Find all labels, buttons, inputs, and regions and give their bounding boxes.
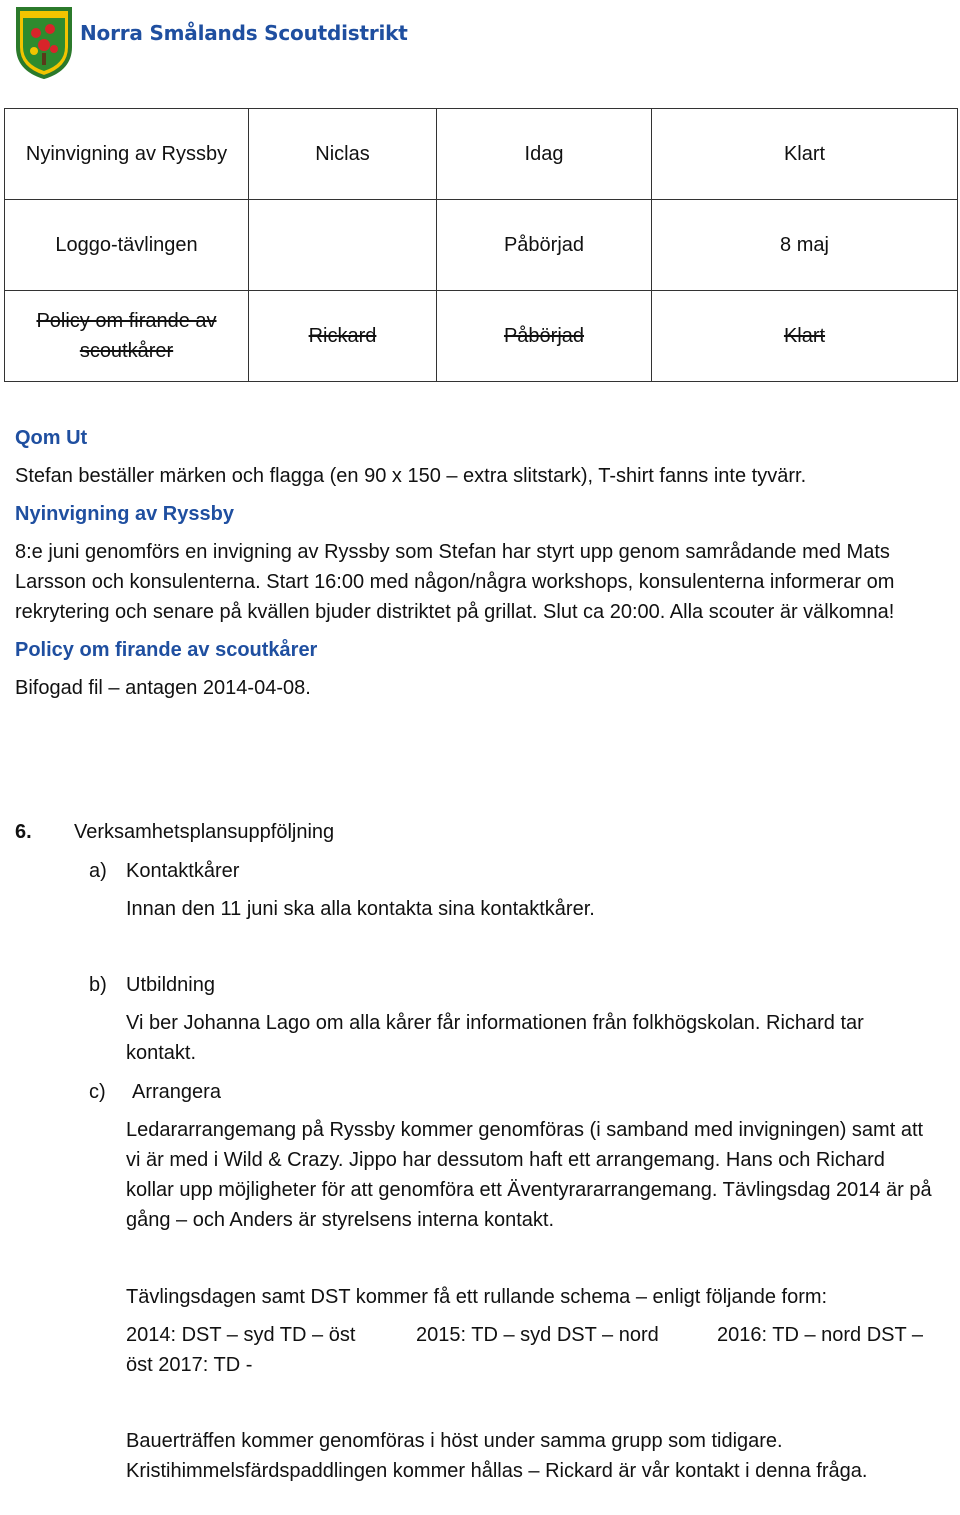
- policy-text: Bifogad fil – antagen 2014-04-08.: [15, 677, 311, 699]
- table-row: [5, 291, 958, 382]
- schedule-2017: öst 2017: TD -: [126, 1354, 253, 1376]
- item-b-marker: b): [89, 974, 107, 996]
- status-cell: Påbörjad: [437, 291, 652, 382]
- table-row: [5, 200, 958, 291]
- schedule-2014: 2014: DST – syd TD – öst: [126, 1324, 356, 1346]
- item-b-text: Vi ber Johanna Lago om alla kårer får informationen från folkhögskolan. Richard tar kontakt.: [126, 1012, 864, 1064]
- item-c-text: Ledararrangemang på Ryssby kommer genomföras (i samband med invigningen) samt att vi är med i Wild & Crazy. Jippo har dessutom haft ett arrangemang. Hans och Richard kollar upp möjligheter för att genomföra ett Äventyrararrangemang. Tävlingsdag 2014 är på gång – och Anders är styrelsens interna kontakt.: [126, 1119, 932, 1231]
- status-cell: Idag: [437, 109, 652, 200]
- table-row: [5, 109, 958, 200]
- item-c-title: Arrangera: [132, 1081, 221, 1103]
- district-logo: [14, 3, 74, 79]
- policy-heading: Policy om firande av scoutkårer: [15, 639, 318, 661]
- section-number: 6.: [15, 821, 32, 843]
- owner-cell: [249, 200, 437, 291]
- item-a-marker: a): [89, 860, 107, 882]
- owner-cell: Niclas: [249, 109, 437, 200]
- qom-text: Stefan beställer märken och flagga (en 90 x 150 – extra slitstark), T-shirt fanns inte tyvärr.: [15, 465, 807, 487]
- notes-section: [15, 423, 945, 703]
- due-cell: Klart: [652, 291, 958, 382]
- item-b-title: Utbildning: [126, 974, 215, 996]
- item-a-title: Kontaktkårer: [126, 860, 240, 882]
- ryssby-heading: Nyinvigning av Ryssby: [15, 503, 234, 525]
- owner-cell: Rickard: [249, 291, 437, 382]
- page-header: [14, 3, 614, 81]
- qom-heading: Qom Ut: [15, 427, 88, 449]
- schedule-intro: Tävlingsdagen samt DST kommer få ett rullande schema – enligt följande form:: [126, 1286, 828, 1308]
- ryssby-text: 8:e juni genomförs en invigning av Ryssby som Stefan har styrt upp genom samrådande med Mats Larsson och konsulenterna. Start 16:00 med någon/några workshops, konsulenterna informerar om rekrytering och senare på kvällen bjuder distriktet på grillat. Slut ca 20:00. Alla scouter är välkomna!: [15, 541, 895, 623]
- schedule-2015: 2015: TD – syd DST – nord: [416, 1324, 659, 1346]
- due-cell: Klart: [652, 109, 958, 200]
- schedule-2016: 2016: TD – nord DST –: [717, 1324, 924, 1346]
- item-a-text: Innan den 11 juni ska alla kontakta sina kontaktkårer.: [126, 898, 595, 920]
- district-name: Norra Smålands Scoutdistrikt: [80, 21, 408, 45]
- task-cell: Policy om firande av scoutkårer: [5, 291, 249, 382]
- item-c-marker: c): [89, 1081, 106, 1103]
- due-cell: 8 maj: [652, 200, 958, 291]
- task-cell: Nyinvigning av Ryssby: [5, 109, 249, 200]
- task-table: [4, 108, 958, 382]
- section-title: Verksamhetsplansuppföljning: [74, 821, 335, 843]
- status-cell: Påbörjad: [437, 200, 652, 291]
- closing-text: Bauerträffen kommer genomföras i höst under samma grupp som tidigare. Kristihimmelsfärdspaddlingen kommer hållas – Rickard är vår kontakt i denna fråga.: [126, 1430, 868, 1482]
- task-cell: Loggo-tävlingen: [5, 200, 249, 291]
